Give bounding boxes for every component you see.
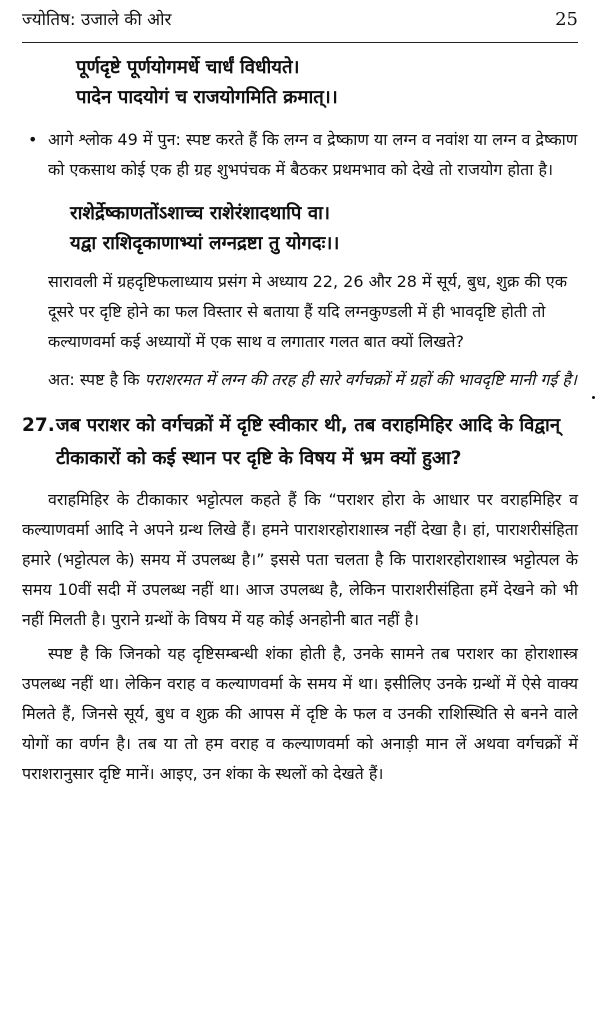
bullet-icon: • (28, 130, 38, 149)
print-speck (592, 396, 595, 399)
conclusion-emphasis: पराशरमत में लग्न की तरह ही सारे वर्गचक्रों में ग्रहों की भावदृष्टि मानी गई है। (144, 370, 577, 389)
question-heading (22, 409, 578, 475)
verse-line: राशेर्द्रेष्काणतोंऽशाच्च राशेरंशादथापि वा। (70, 203, 330, 224)
conclusion-paragraph (22, 365, 578, 395)
page-header (22, 8, 578, 43)
bullet-paragraph (22, 125, 578, 185)
verse-line: यद्वा राशिदृकाणाभ्यां लग्नद्रष्टा तु योगदः।। (70, 233, 340, 254)
verse-line: पादेन पादयोगं च राजयोगमिति क्रमात्।। (76, 87, 338, 108)
question-number: 27. (22, 415, 55, 436)
running-head: ज्योतिष: उजाले की ओर (22, 10, 172, 30)
bullet-paragraph-text: आगे श्लोक 49 में पुन: स्पष्ट करते हैं कि लग्न व द्रेष्काण या लग्न व नवांश या लग्न व द्रेष्काण को एकसाथ कोई एक ही ग्रह शुभपंचक में बैठकर प्रथमभाव को देखे तो राजयोग होता है। (48, 130, 578, 179)
conclusion-prefix: अत: स्पष्ट है कि (48, 370, 145, 389)
answer-paragraph: वराहमिहिर के टीकाकार भट्टोत्पल कहते हैं कि “पराशर होरा के आधार पर वराहमिहिर व कल्याणवर्मा आदि ने अपने ग्रन्थ लिखे हैं। हमने पाराशरहोराशास्त्र नहीं देखा है। हां, पाराशरीसंहिता हमारे (भट्टोत्पल के) समय में उपलब्ध है।” इससे पता चलता है कि पाराशरहोराशास्त्र भट्टोत्पल के समय 10वीं सदी में उपलब्ध नहीं था। आज उपलब्ध है, लेकिन पाराशरीसंहिता हमें देखने को भी नहीं मिलती है। पुराने ग्रन्थों के विषय में यह कोई अनहोनी बात नहीं है। (22, 490, 578, 629)
verse-line: पूर्णदृष्टे पूर्णयोगमर्धे चार्धं विधीयते। (76, 57, 300, 78)
saravali-paragraph: सारावली में ग्रहदृष्टिफलाध्याय प्रसंग मे अध्याय 22, 26 और 28 में सूर्य, बुध, शुक्र की एक दूसरे पर दृष्टि होने का फल विस्तार से बताया हैं यदि लग्नकुण्डली में ही भावदृष्टि होती तो कल्याणवर्मा कई अध्यायों में एक साथ व लगातार गलत बात क्यों लिखते? (48, 272, 568, 351)
sanskrit-verse-2 (22, 199, 578, 259)
sanskrit-verse-1 (22, 53, 578, 113)
question-text: जब पराशर को वर्गचक्रों में दृष्टि स्वीकार थी, तब वराहमिहिर आदि के विद्वान् टीकाकारों को कई स्थान पर दृष्टि के विषय में भ्रम क्यों हुआ? (56, 415, 561, 469)
page-number: 25 (555, 9, 578, 30)
answer-paragraph: स्पष्ट है कि जिनको यह दृष्टिसम्बन्धी शंका होती है, उनके सामने तब पराशर का होराशास्त्र उपलब्ध नहीं था। लेकिन वराह व कल्याणवर्मा के समय में था। इसीलिए उनके ग्रन्थों में ऐसे वाक्य मिलते हैं, जिनसे सूर्य, बुध व शुक्र की आपस में दृष्टि के फल व उनकी राशिस्थिति से बनने वाले योगों का वर्णन है। तब या तो हम वराह व कल्याणवर्मा को अनाड़ी मान लें अथवा वर्गचक्रों में पराशरानुसार दृष्टि मानें। आइए, उन शंका के स्थलों को देखते हैं। (22, 644, 578, 783)
